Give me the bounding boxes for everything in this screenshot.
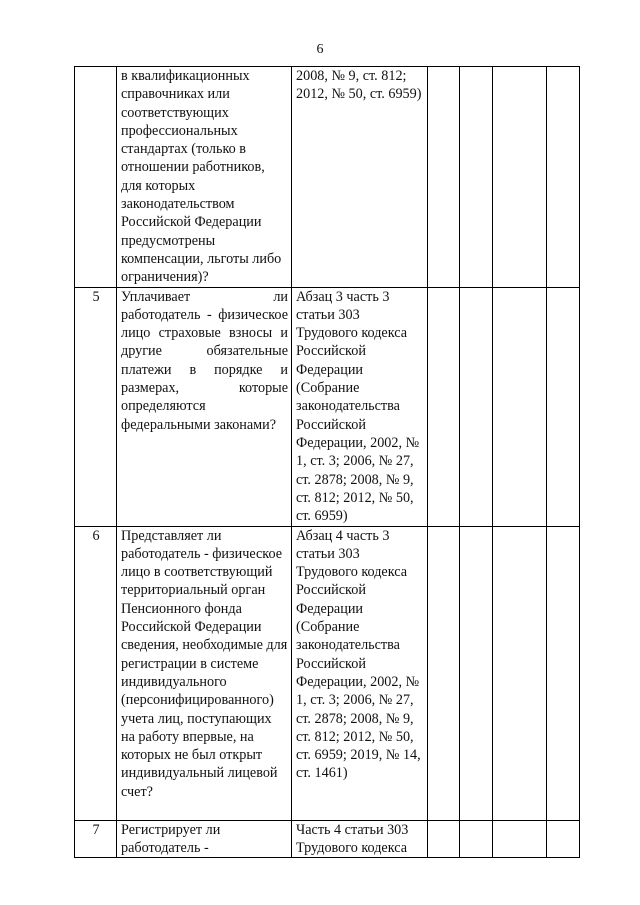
- answer-cell: [428, 526, 460, 820]
- answer-cell: [493, 820, 547, 858]
- row-number: [75, 67, 117, 288]
- requirement-cell: Уплачивает ли работодатель - физическое лицо страховые взносы и другие обязательные платежи в порядке и размерах, которые определяются федеральными законами?: [117, 287, 292, 526]
- row-number: 7: [75, 820, 117, 858]
- answer-cell: [460, 820, 493, 858]
- requirement-cell: Регистрирует ли работодатель -: [117, 820, 292, 858]
- answer-cell: [547, 287, 580, 526]
- answer-cell: [428, 67, 460, 288]
- row-number: 6: [75, 526, 117, 820]
- reference-cell: Абзац 3 часть 3 статьи 303 Трудового кодекса Российской Федерации (Собрание законодательства Российской Федерации, 2002, № 1, ст. 3; 2006, № 27, ст. 2878; 2008, № 9, ст. 812; 2012, № 50, ст. 6959): [292, 287, 428, 526]
- requirement-cell: Представляет ли работодатель - физическое лицо в соответствующий территориальный орган Пенсионного фонда Российской Федерации сведения, необходимые для регистрации в системе индивидуального (персонифицированного) учета лиц, поступающих на работу впервые, на которых не был открыт индивидуальный лицевой счет?: [117, 526, 292, 820]
- answer-cell: [493, 526, 547, 820]
- table-row: [75, 287, 580, 526]
- table-row: [75, 526, 580, 820]
- reference-cell: 2008, № 9, ст. 812; 2012, № 50, ст. 6959): [292, 67, 428, 288]
- answer-cell: [460, 67, 493, 288]
- answer-cell: [493, 287, 547, 526]
- page-number: 6: [316, 42, 324, 57]
- checklist-table: [74, 66, 580, 858]
- requirement-cell: [117, 67, 292, 288]
- answer-cell: [460, 287, 493, 526]
- reference-cell: Абзац 4 часть 3 статьи 303 Трудового кодекса Российской Федерации (Собрание законодательства Российской Федерации, 2002, № 1, ст. 3; 2006, № 27, ст. 2878; 2008, № 9, ст. 812; 2012, № 50, ст. 6959; 2019, № 14, ст. 1461): [292, 526, 428, 820]
- row-number: 5: [75, 287, 117, 526]
- answer-cell: [428, 287, 460, 526]
- answer-cell: [547, 67, 580, 288]
- table-row: [75, 67, 580, 288]
- answer-cell: [547, 526, 580, 820]
- table-row: [75, 820, 580, 858]
- reference-cell: Часть 4 статьи 303 Трудового кодекса: [292, 820, 428, 858]
- answer-cell: [493, 67, 547, 288]
- answer-cell: [547, 820, 580, 858]
- answer-cell: [428, 820, 460, 858]
- answer-cell: [460, 526, 493, 820]
- requirement-text: в квалификационных справочниках или соответствующих профессиональных стандартах (только в отношении работников, для которых законодательством Российской Федерации предусмотрены компенсации, льготы либо ограничения)?: [121, 68, 282, 286]
